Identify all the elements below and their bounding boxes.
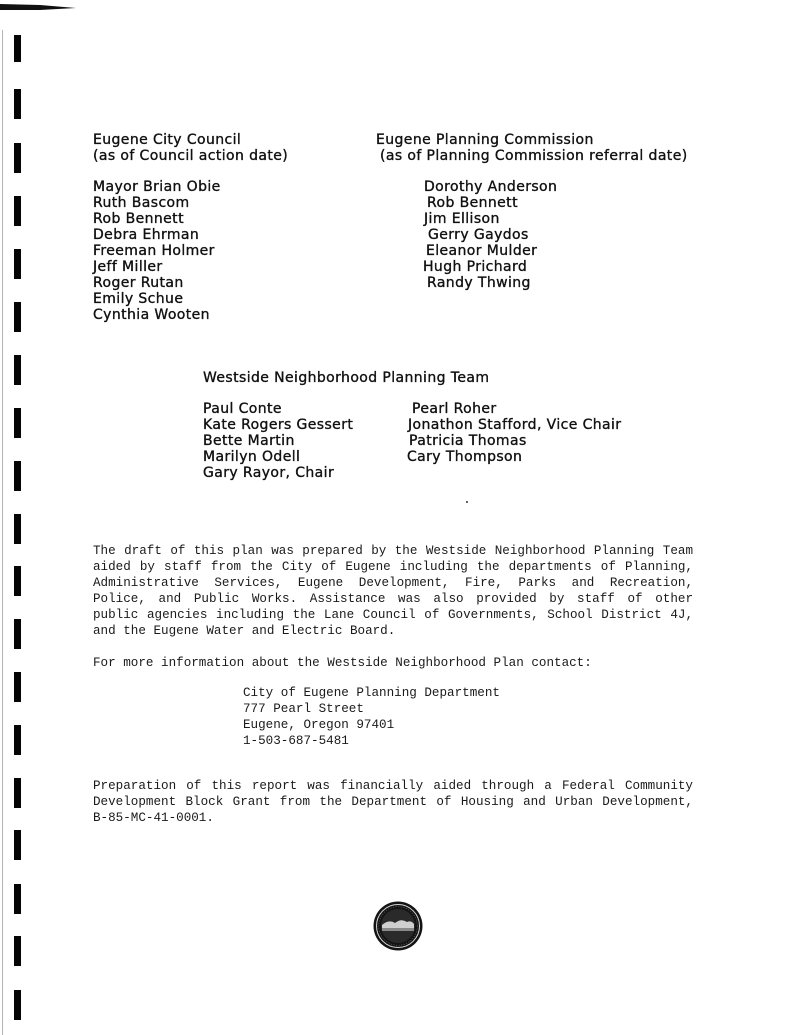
team-member-list-left <box>203 401 353 481</box>
commission-member: Dorothy Anderson <box>424 179 558 195</box>
council-header <box>93 132 288 164</box>
funding-line: Development Block Grant from the Department of Housing and Urban Development, <box>93 795 693 809</box>
council-member: Freeman Holmer <box>93 243 215 259</box>
scan-speck <box>466 501 468 503</box>
team-member: Pearl Roher <box>412 401 497 417</box>
binding-mark <box>14 672 21 702</box>
council-title: Eugene City Council <box>93 132 242 148</box>
council-member: Jeff Miller <box>93 259 163 275</box>
binding-mark <box>14 778 21 808</box>
team-member: Cary Thompson <box>407 449 523 465</box>
funding-line: Preparation of this report was financially aided through a Federal Community <box>93 779 693 793</box>
binding-mark <box>14 249 21 279</box>
binding-mark <box>14 936 21 966</box>
commission-header <box>376 132 688 164</box>
team-member: Patricia Thomas <box>409 433 527 449</box>
commission-member: Gerry Gaydos <box>428 227 529 243</box>
contact-intro: For more information about the Westside Neighborhood Plan contact: <box>93 656 592 670</box>
acknowledgement-line: aided by staff from the City of Eugene including the departments of Planning, <box>93 560 693 574</box>
binding-mark <box>14 408 21 438</box>
team-title: Westside Neighborhood Planning Team <box>203 370 490 386</box>
commission-member: Rob Bennett <box>427 195 518 211</box>
commission-member: Jim Ellison <box>424 211 500 227</box>
binding-mark <box>14 302 21 332</box>
council-member: Roger Rutan <box>93 275 184 291</box>
binding-mark <box>14 143 21 173</box>
address-line: City of Eugene Planning Department <box>243 686 500 700</box>
city-seal-icon <box>373 901 423 951</box>
contact-address <box>243 685 500 749</box>
commission-member-list <box>423 179 557 291</box>
phone-number: 1-503-687-5481 <box>243 734 349 748</box>
address-line: 777 Pearl Street <box>243 702 364 716</box>
commission-title: Eugene Planning Commission <box>376 132 594 148</box>
address-line: Eugene, Oregon 97401 <box>243 718 395 732</box>
commission-member: Eleanor Mulder <box>426 243 538 259</box>
council-member: Cynthia Wooten <box>93 307 210 323</box>
binding-mark <box>14 884 21 914</box>
team-member: Gary Rayor, Chair <box>203 465 335 481</box>
binding-mark <box>14 619 21 649</box>
acknowledgement-line: Police, and Public Works. Assistance was also provided by staff of other <box>93 592 693 606</box>
council-member: Debra Ehrman <box>93 227 200 243</box>
commission-subtitle: (as of Planning Commission referral date) <box>380 148 688 164</box>
binding-mark <box>14 89 21 119</box>
binding-mark <box>14 725 21 755</box>
council-member: Rob Bennett <box>93 211 184 227</box>
binding-mark <box>14 461 21 491</box>
binding-mark <box>14 35 21 62</box>
binding-mark <box>14 830 21 860</box>
binding-mark <box>14 990 21 1020</box>
acknowledgement-line: The draft of this plan was prepared by the Westside Neighborhood Planning Team <box>93 544 693 558</box>
team-member: Bette Martin <box>203 433 295 449</box>
binding-mark <box>14 566 21 596</box>
binding-mark <box>14 514 21 544</box>
acknowledgement-paragraph <box>93 543 693 639</box>
binding-mark <box>14 355 21 385</box>
council-subtitle: (as of Council action date) <box>93 148 289 164</box>
team-member: Paul Conte <box>203 401 282 417</box>
team-member-list-right <box>407 401 621 465</box>
acknowledgement-line: Administrative Services, Eugene Development, Fire, Parks and Recreation, <box>93 576 693 590</box>
acknowledgement-line: and the Eugene Water and Electric Board. <box>93 624 396 638</box>
funding-paragraph <box>93 778 693 826</box>
commission-member: Randy Thwing <box>427 275 531 291</box>
council-member: Mayor Brian Obie <box>93 179 221 195</box>
acknowledgement-line: public agencies including the Lane Council of Governments, School District 4J, <box>93 608 693 622</box>
council-member-list <box>93 179 221 323</box>
page-edge-line <box>2 30 3 1035</box>
binding-mark <box>14 196 21 226</box>
top-edge-stroke <box>0 0 80 14</box>
commission-member: Hugh Prichard <box>423 259 528 275</box>
council-member: Ruth Bascom <box>93 195 190 211</box>
council-member: Emily Schue <box>93 291 184 307</box>
team-member: Marilyn Odell <box>203 449 301 465</box>
team-member: Jonathon Stafford, Vice Chair <box>408 417 622 433</box>
team-member: Kate Rogers Gessert <box>203 417 354 433</box>
funding-line: B-85-MC-41-0001. <box>93 811 214 825</box>
